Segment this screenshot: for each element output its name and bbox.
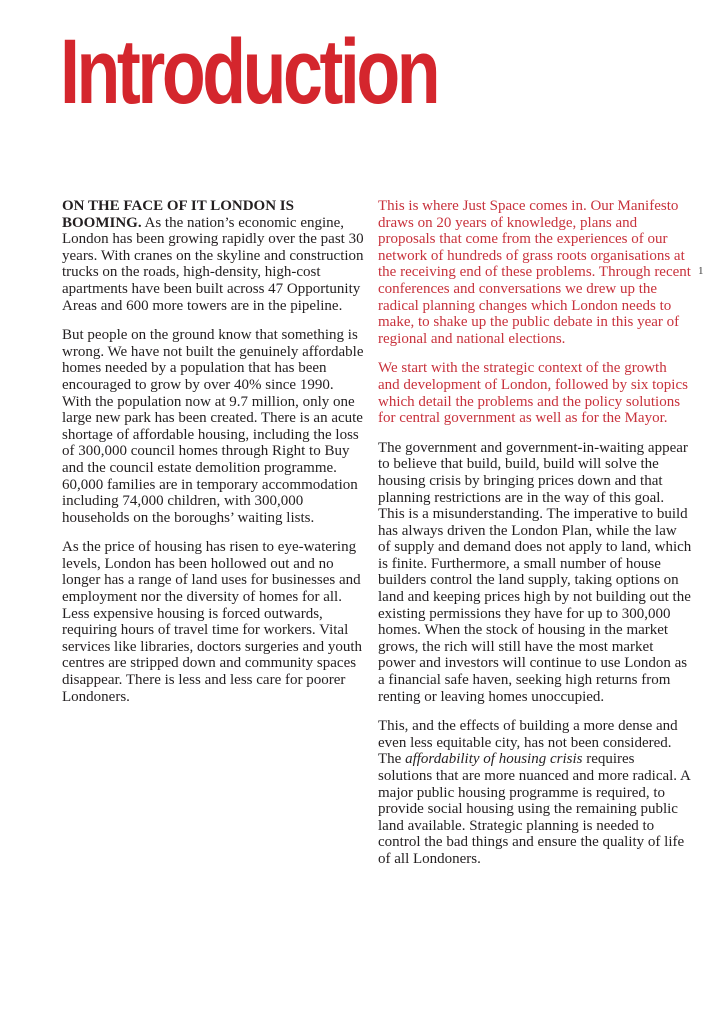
paragraph	[378, 440, 692, 706]
paragraph	[62, 539, 366, 705]
body-text: We start with the strategic context of the growth and development of London, followed by six topics which detail the problems and the policy solutions for central government as well as for the Mayor.	[378, 360, 688, 427]
body-text: This is where Just Space comes in. Our Manifesto draws on 20 years of knowledge, plans and proposals that come from the experiences of our network of hundreds of grass roots organisations at the receiving end of these problems. Through recent conferences and conversations we drew up the radical planning changes which London needs to make, to shake up the public debate in this year of regional and national elections.	[378, 198, 691, 347]
paragraph	[62, 198, 366, 314]
body-text: But people on the ground know that something is wrong. We have not built the genuinely affordable homes needed by a population that has been encouraged to grow by over 40% since 1990. With the population now at 9.7 million, only one large new park has been created. There is an acute shortage of affordable housing, including the loss of 300,000 council homes through Right to Buy and the council estate demolition programme. 60,000 families are in temporary accommodation including 74,000 children, with 300,000 households on the boroughs’ waiting lists.	[62, 327, 364, 526]
paragraph	[378, 718, 692, 867]
body-text: As the nation’s economic engine, London has been growing rapidly over the past 30 years. With cranes on the skyline and construction trucks on the roads, high-density, high-cost apartments have been built across 47 Opportunity Areas and 600 more towers are in the pipeline.	[62, 214, 364, 314]
body-text: As the price of housing has risen to eye-watering levels, London has been hollowed out and no longer has a range of land uses for businesses and employment nor the diversity of homes for all. Less expensive housing is forced outwards, requiring hours of travel time for workers. Vital services like libraries, doctors surgeries and youth centres are stripped down and community spaces disappear. There is less and less care for poorer Londoners.	[62, 539, 363, 705]
page-edge-mark: 1	[698, 265, 704, 277]
page-title: Introduction	[60, 21, 438, 123]
paragraph	[378, 198, 692, 347]
bold-lead-text: ON THE FACE OF IT LONDON IS BOOMING.	[62, 198, 294, 231]
right-text-column	[378, 198, 692, 868]
body-text: requires solutions that are more nuanced and more radical. A major public housing programme is required, to provide social housing using the remaining public land available. Strategic planning is needed to control the bad things and ensure the quality of life of all Londoners.	[378, 751, 690, 867]
left-text-column	[62, 198, 366, 705]
italic-phrase: affordability of housing crisis	[405, 751, 583, 768]
paragraph	[378, 360, 692, 426]
paragraph	[62, 327, 366, 526]
body-text: This, and the effects of building a more dense and even less equitable city, has not been considered. The	[378, 718, 678, 768]
body-text: The government and government-in-waiting appear to believe that build, build, build will solve the housing crisis by bringing prices down and that planning restrictions are in the way of this goal. This is a misunderstanding. The imperative to build has always driven the London Plan, while the law of supply and demand does not apply to land, which is finite. Furthermore, a small number of house builders control the land supply, taking options on land and keeping prices high by not building out the existing permissions they have for up to 300,000 homes. When the stock of housing in the market grows, the rich will still have the most market power and investors will continue to use London as a financial safe haven, seeking high returns from renting or leaving homes unoccupied.	[378, 439, 692, 705]
